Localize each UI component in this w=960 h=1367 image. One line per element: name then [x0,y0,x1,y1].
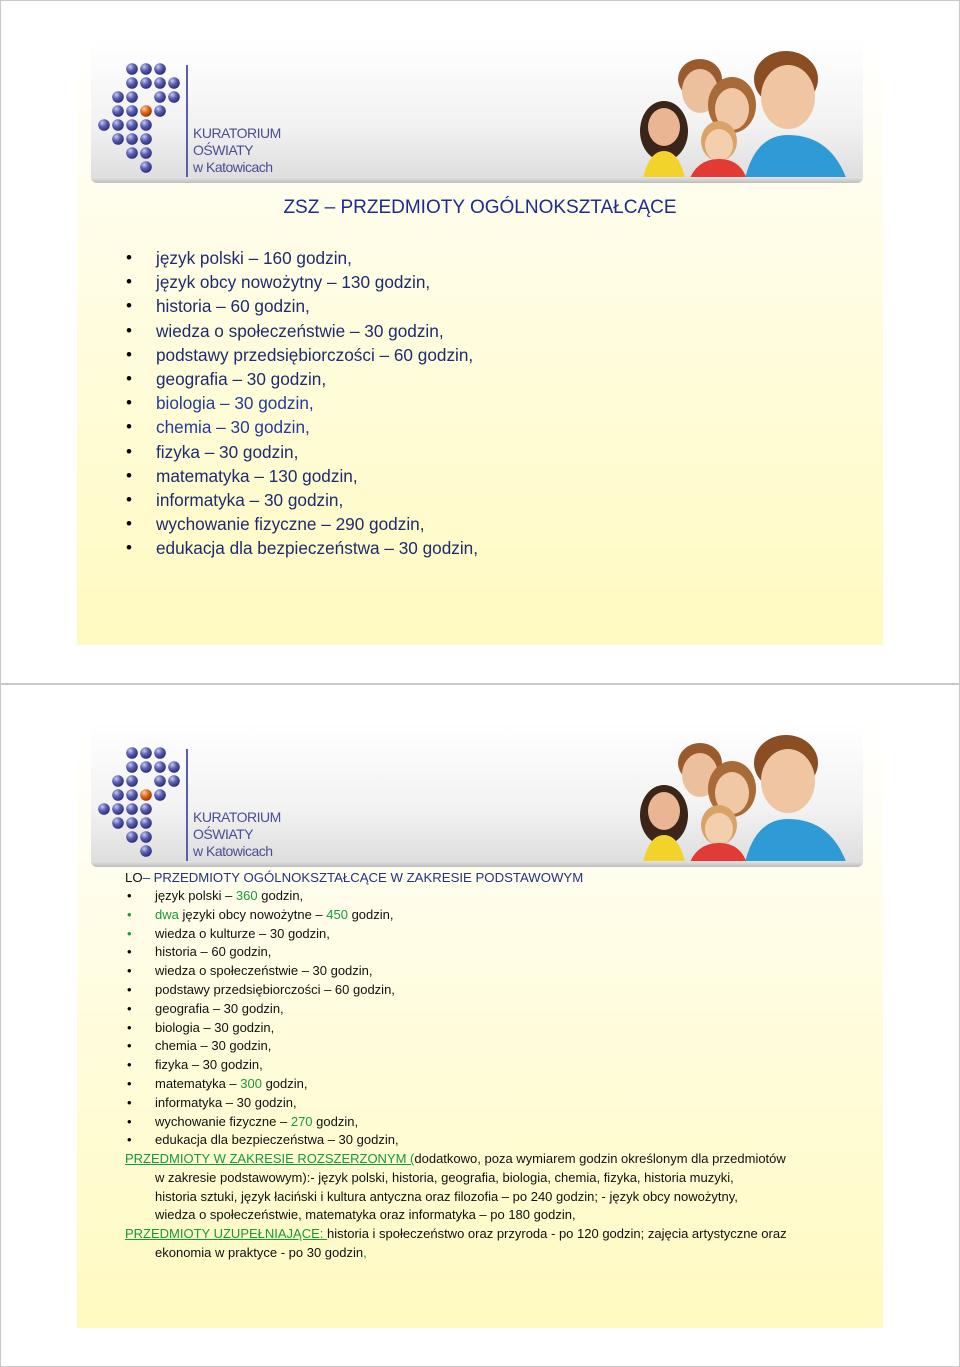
hours-value: 270 [290,1113,313,1129]
children-photo [636,723,863,867]
list-item: • język polski – 160 godzin, [123,246,478,270]
slide-lo [77,723,883,1328]
logo-divider [186,749,188,861]
item-text: godzin, [347,906,394,922]
list-item: • wiedza o społeczeństwie – 30 godzin, [123,319,478,343]
supplementary-subjects-paragraph [125,1225,837,1263]
list-item: • historia – 60 godzin, [123,294,478,318]
hours-value: 360 [235,888,258,903]
lo-title-text: – PRZEDMIOTY OGÓLNOKSZTAŁCĄCE W ZAKRESIE PODSTAWOWYM [142,870,584,885]
extended-subjects-paragraph [125,1150,837,1225]
item-text: matematyka – [155,1075,241,1091]
slide-title-lo [125,870,583,885]
list-item: • wiedza o społeczeństwie – 30 godzin, [125,962,399,981]
item-text: godzin, [261,1075,308,1091]
header-banner [91,723,863,867]
slide-title-zsz: ZSZ – PRZEDMIOTY OGÓLNOKSZTAŁCĄCE [283,197,677,218]
logo-line-1: KURATORIUM [193,125,281,141]
banner-divider [91,177,863,183]
item-text: godzin, [312,1113,359,1129]
hours-value: 450 [326,906,348,922]
logo-line-3: w Katowicach [193,843,273,859]
supplementary-subjects-heading: PRZEDMIOTY UZUPEŁNIAJĄCE: [125,1226,328,1241]
lo-label: LO [125,870,143,885]
zsz-subject-list [123,246,478,561]
list-item: • biologia – 30 godzin, [125,1019,399,1038]
slide-zsz [77,39,883,645]
lo-subject-list [125,887,399,1150]
supplementary-line: historia i społeczeństwo oraz przyroda - po 120 godzin; zajęcia artystyczne oraz [327,1226,787,1241]
list-item: • biologia – 30 godzin, [123,391,478,415]
logo-line-2: OŚWIATY [193,826,254,842]
supplementary-line: ekonomia w praktyce - po 30 godzin [155,1244,364,1260]
item-text: dwa [155,906,179,922]
children-photo [636,39,863,183]
list-item: • edukacja dla bezpieczeństwa – 30 godzin, [125,1131,399,1150]
list-item: • chemia – 30 godzin, [123,415,478,439]
item-text: wychowanie fizyczne – [155,1113,291,1129]
page-2 [0,684,960,1367]
list-item: • wiedza o kulturze – 30 godzin, [125,925,399,944]
logo-line-3: w Katowicach [193,159,273,175]
list-item: • matematyka – 130 godzin, [123,464,478,488]
list-item [125,1113,399,1132]
list-item: • chemia – 30 godzin, [125,1037,399,1056]
list-item: • język obcy nowożytny – 130 godzin, [123,270,478,294]
kuratorium-logo-icon [95,61,185,181]
logo-text [193,125,281,176]
list-item: • podstawy przedsiębiorczości – 60 godzin, [123,343,478,367]
list-item: • edukacja dla bezpieczeństwa – 30 godzin, [123,536,478,560]
list-item: • podstawy przedsiębiorczości – 60 godzin, [125,981,399,1000]
logo-line-2: OŚWIATY [193,142,254,158]
item-text: język polski – [155,888,236,903]
header-banner [91,39,863,183]
extended-subjects-heading: PRZEDMIOTY W ZAKRESIE ROZSZERZONYM ( [125,1151,415,1166]
logo-line-1: KURATORIUM [193,809,281,825]
hours-value: 300 [240,1075,262,1091]
list-item [125,887,399,906]
extended-line: w zakresie podstawowym):- język polski, historia, geografia, biologia, chemia, fizyka, historia muzyki, [155,1169,734,1185]
item-text: języki obcy nowożytne – [178,906,327,922]
list-item: • informatyka – 30 godzin, [125,1094,399,1113]
banner-divider [91,861,863,867]
extended-line: dodatkowo, poza wymiarem godzin określonym dla przedmiotów [414,1151,786,1166]
extended-line: historia sztuki, język łaciński i kultura antyczna oraz filozofia – po 240 godzin; - język obcy nowożytny, [155,1188,738,1204]
item-text: godzin, [257,888,304,903]
trailing-comma: , [363,1244,367,1260]
list-item: • fizyka – 30 godzin, [123,440,478,464]
list-item [125,906,399,925]
list-item: • fizyka – 30 godzin, [125,1056,399,1075]
extended-line: wiedza o społeczeństwie, matematyka oraz informatyka – po 180 godzin, [155,1207,576,1223]
list-item: • geografia – 30 godzin, [123,367,478,391]
list-item: • historia – 60 godzin, [125,943,399,962]
list-item [125,1075,399,1094]
logo-divider [186,65,188,177]
list-item: • wychowanie fizyczne – 290 godzin, [123,512,478,536]
kuratorium-logo-icon [95,745,185,865]
list-item: • informatyka – 30 godzin, [123,488,478,512]
list-item: • geografia – 30 godzin, [125,1000,399,1019]
logo-text [193,809,281,860]
